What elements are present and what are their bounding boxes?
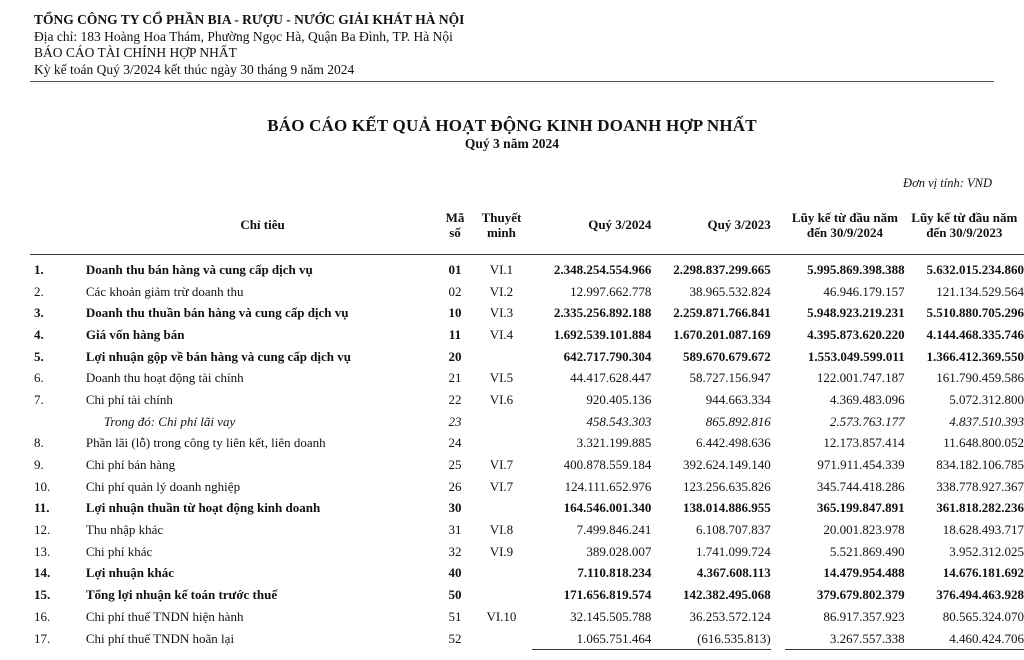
row-note: VI.7: [489, 478, 514, 494]
table-row: [30, 519, 1024, 541]
row-indicator: Trong đó: Chi phí lãi vay: [103, 413, 236, 429]
row-q3-2024: 12.997.662.778: [570, 283, 652, 299]
row-ytd-2024: 5.995.869.398.388: [807, 261, 905, 277]
row-note: VI.7: [489, 457, 514, 473]
row-ytd-2023: 5.632.015.234.860: [926, 261, 1024, 277]
row-ytd-2023: 338.778.927.367: [936, 478, 1024, 494]
row-q3-2024: 2.348.254.554.966: [553, 261, 652, 277]
row-ytd-2024: 46.946.179.157: [823, 283, 905, 299]
row-q3-2023: 2.259.871.766.841: [673, 305, 771, 321]
report-title: BÁO CÁO KẾT QUẢ HOẠT ĐỘNG KINH DOANH HỢP NHẤT: [267, 116, 757, 135]
row-ytd-2023: 1.366.412.369.550: [926, 348, 1024, 364]
row-ytd-2024: 971.911.454.339: [817, 457, 905, 473]
row-ytd-2023: 4.460.424.706: [905, 628, 1024, 650]
row-note: [471, 433, 532, 455]
row-note: VI.5: [489, 370, 514, 386]
row-ytd-2023: 161.790.459.586: [936, 370, 1024, 386]
row-number: 6.: [34, 370, 44, 386]
table-row: [30, 476, 1024, 498]
row-number: 10.: [34, 478, 51, 494]
row-ytd-2023: 18.628.493.717: [942, 522, 1024, 538]
col-ytd-2024: Lũy kế từ đầu năm đến 30/9/2024: [791, 210, 898, 240]
table-row: [30, 541, 1024, 563]
row-code: 40: [448, 565, 462, 581]
row-ytd-2023: 834.182.106.785: [936, 457, 1024, 473]
row-note: [471, 346, 532, 368]
row-code: 23: [448, 413, 462, 429]
row-ytd-2024: 1.553.049.599.011: [807, 348, 905, 364]
row-number: 7.: [34, 391, 44, 407]
row-q3-2023: 36.253.572.124: [689, 608, 771, 624]
col-indicator: Chỉ tiêu: [240, 217, 285, 232]
currency-unit: Đơn vị tính: VND: [903, 176, 992, 190]
row-q3-2023: (616.535.813): [651, 628, 770, 650]
col-note: Thuyết minh: [481, 210, 522, 240]
table-row: [30, 281, 1024, 303]
row-code: 01: [448, 261, 462, 277]
row-number: 9.: [34, 457, 44, 473]
row-q3-2024: 1.065.751.464: [532, 628, 651, 650]
row-q3-2024: 458.543.303: [586, 413, 652, 429]
row-indicator: Doanh thu bán hàng và cung cấp dịch vụ: [85, 261, 313, 277]
row-q3-2024: 3.321.199.885: [576, 435, 652, 451]
table-row: [30, 324, 1024, 346]
row-q3-2024: 389.028.007: [586, 543, 652, 559]
row-note: [471, 563, 532, 585]
row-q3-2024: 2.335.256.892.188: [553, 305, 652, 321]
row-number: 13.: [34, 543, 51, 559]
row-q3-2024: 164.546.001.340: [563, 500, 652, 516]
row-code: 52: [448, 630, 462, 646]
income-statement-table: [30, 196, 1024, 650]
row-q3-2024: 44.417.628.447: [570, 370, 652, 386]
row-q3-2024: 32.145.505.788: [570, 608, 652, 624]
row-q3-2023: 1.741.099.724: [696, 543, 771, 559]
row-q3-2024: 7.499.846.241: [576, 522, 652, 538]
row-indicator: Lợi nhuận khác: [85, 565, 175, 581]
row-number: 1.: [34, 261, 44, 277]
row-q3-2023: 6.108.707.837: [696, 522, 771, 538]
row-ytd-2024: 5.521.869.490: [829, 543, 905, 559]
row-q3-2023: 865.892.816: [705, 413, 771, 429]
row-code: 02: [448, 283, 462, 299]
row-code: 32: [448, 543, 462, 559]
row-ytd-2024: 122.001.747.187: [816, 370, 905, 386]
row-indicator: Lợi nhuận gộp về bán hàng và cung cấp dịch vụ: [85, 348, 352, 364]
row-indicator: Chi phí tài chính: [85, 391, 173, 407]
row-number: 15.: [34, 587, 51, 603]
row-code: 51: [448, 608, 462, 624]
row-ytd-2024: 4.369.483.096: [829, 391, 905, 407]
row-number: 2.: [34, 283, 44, 299]
row-ytd-2023: 80.565.324.070: [942, 608, 1024, 624]
row-number: 3.: [34, 305, 44, 321]
header-divider: [30, 81, 994, 82]
row-note: VI.6: [489, 391, 514, 407]
row-q3-2023: 138.014.886.955: [683, 500, 771, 516]
row-q3-2023: 6.442.498.636: [696, 435, 771, 451]
row-indicator: Giá vốn hàng bán: [85, 326, 185, 342]
row-q3-2024: 920.405.136: [586, 391, 652, 407]
row-q3-2023: 38.965.532.824: [689, 283, 771, 299]
row-code: 30: [448, 500, 462, 516]
row-ytd-2024: 5.948.923.219.231: [807, 305, 905, 321]
table-row: [30, 302, 1024, 324]
row-ytd-2023: 3.952.312.025: [949, 543, 1024, 559]
row-ytd-2023: 5.072.312.800: [949, 391, 1024, 407]
row-note: VI.1: [489, 261, 514, 277]
row-ytd-2024: 86.917.357.923: [823, 608, 905, 624]
row-indicator: Chi phí thuế TNDN hiện hành: [85, 608, 244, 624]
row-ytd-2023: 14.676.181.692: [942, 565, 1024, 581]
table-row: [30, 454, 1024, 476]
row-code: 26: [448, 478, 462, 494]
row-indicator: Chi phí khác: [85, 543, 153, 559]
row-q3-2023: 1.670.201.087.169: [673, 326, 771, 342]
row-code: 31: [448, 522, 462, 538]
row-number: 4.: [34, 326, 44, 342]
row-note: VI.4: [489, 326, 514, 342]
row-note: VI.8: [489, 522, 514, 538]
row-indicator: Chi phí quản lý doanh nghiệp: [85, 478, 241, 494]
col-q3-2024: Quý 3/2024: [588, 217, 652, 232]
row-code: 22: [448, 391, 462, 407]
row-q3-2023: 123.256.635.826: [683, 478, 771, 494]
row-indicator: Doanh thu thuần bán hàng và cung cấp dịch vụ: [85, 305, 349, 321]
row-q3-2023: 589.670.679.672: [683, 348, 771, 364]
row-code: 50: [448, 587, 462, 603]
row-q3-2024: 7.110.818.234: [577, 565, 652, 581]
row-note: [471, 628, 532, 650]
accounting-period: Kỳ kế toán Quý 3/2024 kết thúc ngày 30 tháng 9 năm 2024: [34, 61, 355, 77]
row-q3-2023: 392.624.149.140: [683, 457, 771, 473]
table-header-row: [30, 196, 1024, 255]
row-ytd-2024: 12.173.857.414: [823, 435, 905, 451]
table-row: [30, 367, 1024, 389]
row-number: 14.: [34, 565, 51, 581]
table-row: [30, 628, 1024, 650]
row-indicator: Thu nhập khác: [85, 522, 164, 538]
row-q3-2024: 124.111.652.976: [564, 478, 652, 494]
table-row: [30, 563, 1024, 585]
row-indicator: Các khoản giảm trừ doanh thu: [85, 283, 244, 299]
table-body: [30, 255, 1024, 650]
table-row: [30, 411, 1024, 433]
row-indicator: Tổng lợi nhuận kế toán trước thuế: [85, 587, 278, 603]
row-note: [471, 498, 532, 520]
row-ytd-2023: 376.494.463.928: [936, 587, 1024, 603]
report-type: BÁO CÁO TÀI CHÍNH HỢP NHẤT: [34, 45, 237, 60]
row-code: 21: [448, 370, 462, 386]
row-q3-2023: 58.727.156.947: [689, 370, 771, 386]
row-indicator: Chi phí thuế TNDN hoãn lại: [85, 630, 235, 646]
row-indicator: Phần lãi (lỗ) trong công ty liên kết, liên doanh: [85, 435, 326, 451]
row-code: 10: [448, 305, 462, 321]
table-row: [30, 606, 1024, 628]
row-ytd-2023: 121.134.529.564: [936, 283, 1024, 299]
row-ytd-2023: 11.648.800.052: [943, 435, 1024, 451]
row-q3-2023: 944.663.334: [705, 391, 771, 407]
row-indicator: Lợi nhuận thuần từ hoạt động kinh doanh: [85, 500, 321, 516]
row-q3-2024: 1.692.539.101.884: [553, 326, 652, 342]
row-indicator: Doanh thu hoạt động tài chính: [85, 370, 244, 386]
row-note: VI.10: [486, 608, 517, 624]
row-q3-2024: 642.717.790.304: [563, 348, 652, 364]
row-code: 25: [448, 457, 462, 473]
row-number: 12.: [34, 522, 51, 538]
col-code: Mã số: [445, 210, 465, 240]
company-address: Địa chỉ: 183 Hoàng Hoa Thám, Phường Ngọc Hà, Quận Ba Đình, TP. Hà Nội: [34, 28, 453, 44]
row-ytd-2024: 14.479.954.488: [823, 565, 905, 581]
company-name: TỔNG CÔNG TY CỔ PHẦN BIA - RƯỢU - NƯỚC GIẢI KHÁT HÀ NỘI: [34, 12, 465, 27]
col-q3-2023: Quý 3/2023: [707, 217, 771, 232]
row-q3-2024: 171.656.819.574: [563, 587, 652, 603]
table-row: [30, 346, 1024, 368]
row-note: VI.9: [489, 543, 514, 559]
row-ytd-2024: 345.744.418.286: [816, 478, 905, 494]
row-number: 8.: [34, 435, 44, 451]
row-code: 20: [448, 348, 462, 364]
row-note: [471, 411, 532, 433]
row-note: [471, 584, 532, 606]
table-row: [30, 433, 1024, 455]
row-ytd-2024: 379.679.802.379: [816, 587, 905, 603]
col-ytd-2023: Lũy kế từ đầu năm đến 30/9/2023: [911, 210, 1018, 240]
table-row: [30, 584, 1024, 606]
row-q3-2023: 142.382.495.068: [683, 587, 771, 603]
row-q3-2024: 400.878.559.184: [563, 457, 652, 473]
row-ytd-2024: 3.267.557.338: [785, 628, 904, 650]
report-header: [34, 12, 464, 78]
row-indicator: Chi phí bán hàng: [85, 457, 176, 473]
row-number: 11.: [34, 500, 50, 516]
row-ytd-2024: 365.199.847.891: [816, 500, 905, 516]
table-row: [30, 498, 1024, 520]
table-row: [30, 259, 1024, 281]
row-code: 11: [448, 326, 462, 342]
row-ytd-2024: 20.001.823.978: [823, 522, 905, 538]
row-number: [30, 411, 86, 433]
row-q3-2023: 2.298.837.299.665: [673, 261, 771, 277]
row-number: 16.: [34, 608, 51, 624]
row-note: VI.3: [489, 305, 514, 321]
row-ytd-2024: 2.573.763.177: [829, 413, 905, 429]
row-number: 5.: [34, 348, 44, 364]
row-ytd-2023: 361.818.282.236: [936, 500, 1024, 516]
row-ytd-2023: 4.837.510.393: [949, 413, 1024, 429]
table-row: [30, 389, 1024, 411]
report-subtitle: Quý 3 năm 2024: [464, 136, 560, 151]
row-note: VI.2: [489, 283, 514, 299]
row-ytd-2023: 5.510.880.705.296: [926, 305, 1024, 321]
row-ytd-2023: 4.144.468.335.746: [926, 326, 1024, 342]
row-q3-2023: 4.367.608.113: [696, 565, 771, 581]
row-ytd-2024: 4.395.873.620.220: [807, 326, 905, 342]
row-number: 17.: [34, 630, 51, 646]
row-code: 24: [448, 435, 462, 451]
